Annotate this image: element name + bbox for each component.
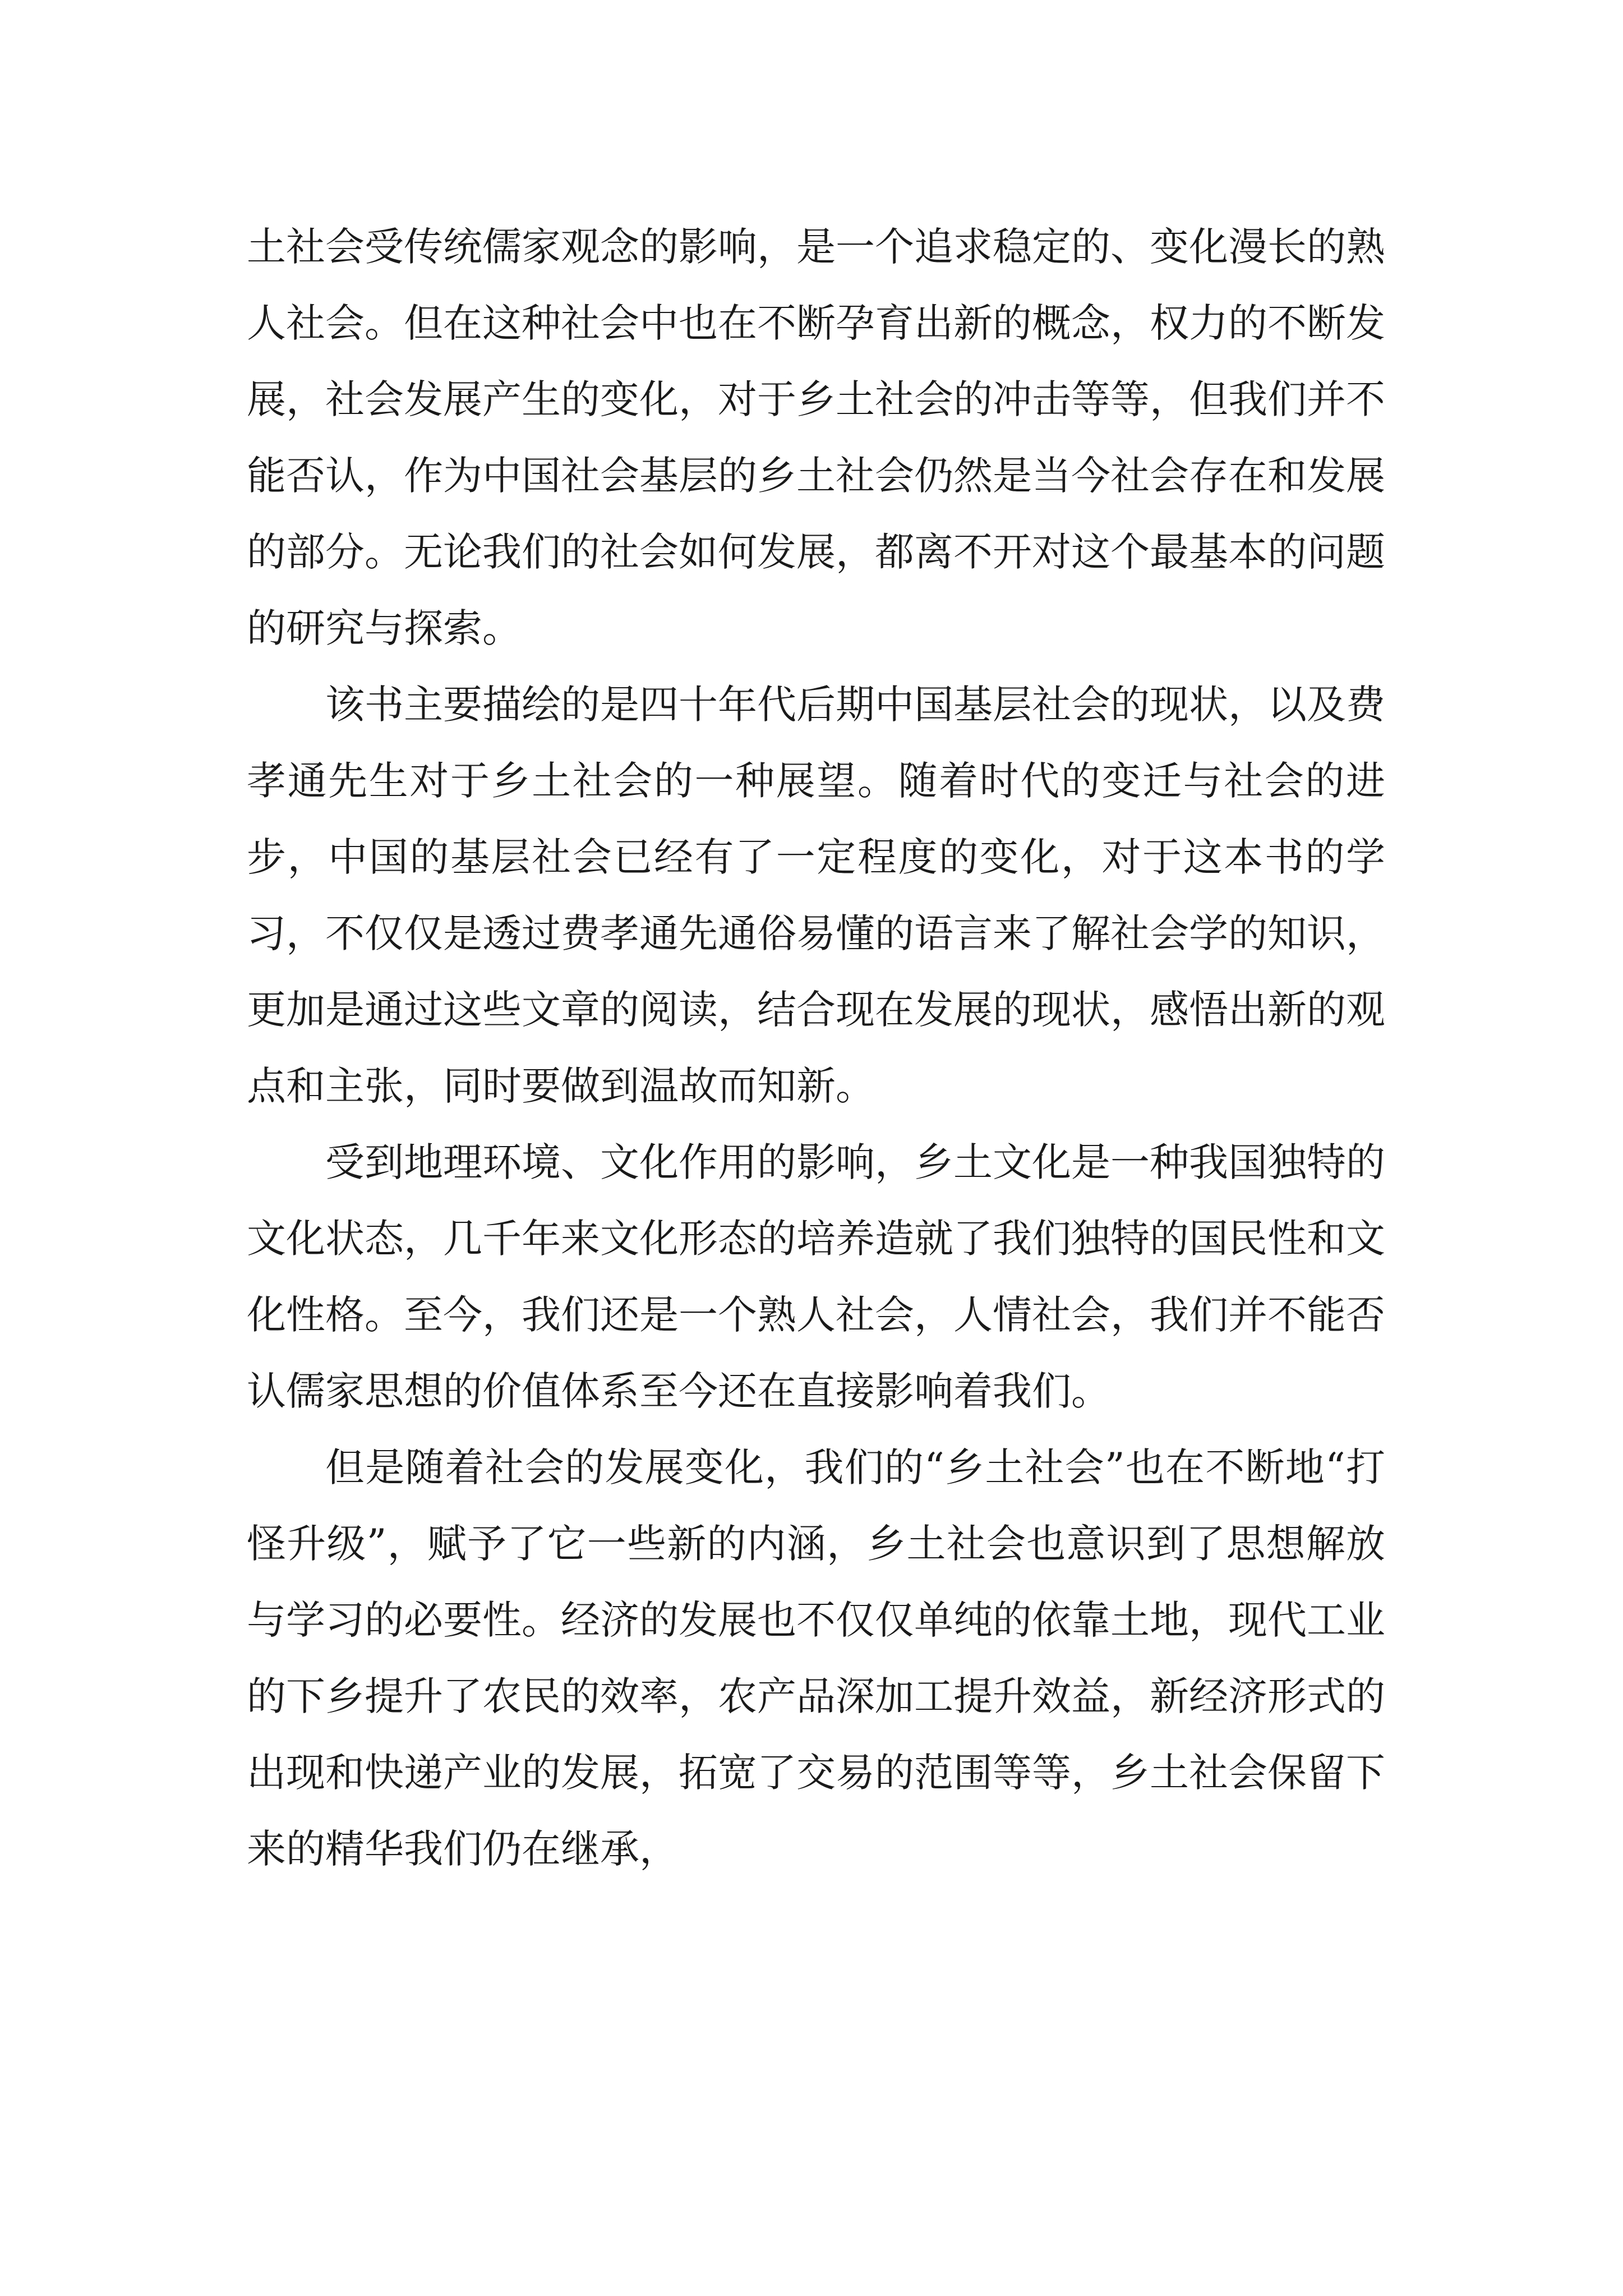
paragraph-4: 但是随着社会的发展变化，我们的“乡土社会”也在不断地“打怪升级”，赋予了它一些新的内涵，乡土社会也意识到了思想解放与学习的必要性。经济的发展也不仅仅单纯的依靠土地，现代工业的下乡提升了农民的效率，农产品深加工提升效益，新经济形式的出现和快递产业的发展，拓宽了交易的范围等等，乡土社会保留下来的精华我们仍在继承， (247, 1444, 1385, 1872)
paragraph-1: 土社会受传统儒家观念的影响，是一个追求稳定的、变化漫长的熟人社会。但在这种社会中也在不断孕育出新的概念，权力的不断发展，社会发展产生的变化，对于乡土社会的冲击等等，但我们并不能否认，作为中国社会基层的乡土社会仍然是当今社会存在和发展的部分。无论我们的社会如何发展，都离不开对这个最基本的问题的研究与探索。 (247, 224, 1385, 651)
paragraph-2: 该书主要描绘的是四十年代后期中国基层社会的现状，以及费孝通先生对于乡土社会的一种展望。随着时代的变迁与社会的进步，中国的基层社会已经有了一定程度的变化，对于这本书的学习，不仅仅是透过费孝通先通俗易懂的语言来了解社会学的知识，更加是通过这些文章的阅读，结合现在发展的现状，感悟出新的观点和主张，同时要做到温故而知新。 (247, 682, 1385, 1109)
body-text (247, 209, 1385, 1887)
paragraph-3: 受到地理环境、文化作用的影响，乡土文化是一种我国独特的文化状态，几千年来文化形态的培养造就了我们独特的国民性和文化性格。至今，我们还是一个熟人社会，人情社会，我们并不能否认儒家思想的价值体系至今还在直接影响着我们。 (247, 1139, 1385, 1414)
